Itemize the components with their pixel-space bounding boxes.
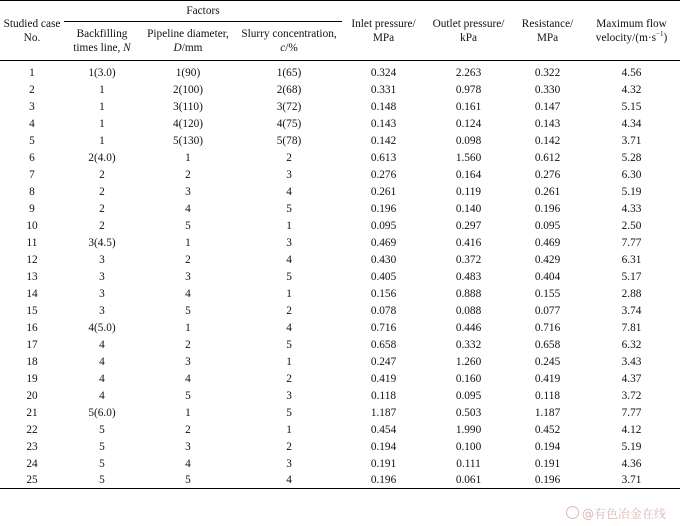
cell-velocity: 4.33 [621,202,642,215]
cell-resistance: 0.118 [535,389,561,402]
cell-slurry: 1 [286,287,292,300]
cell-slurry: 5 [286,406,292,419]
cell-backfilling: 5 [64,472,140,489]
cell-slurry: 4(75) [276,117,302,130]
cell-velocity: 5.19 [621,185,642,198]
cell-resistance: 0.404 [534,270,561,283]
cell-outlet: 0.416 [455,236,482,249]
header-slurry [236,22,342,61]
cell-inlet: 0.419 [370,372,397,385]
cell-case: 10 [26,219,38,232]
cell-backfilling: 3 [99,270,105,283]
cell-backfilling: 2 [99,219,105,232]
cell-resistance: 0.196 [534,202,561,215]
cell-backfilling: 4 [99,338,105,351]
backfilling-symbol: N [123,42,131,54]
cell-slurry: 4 [286,185,292,198]
table-row [0,234,680,251]
cell-resistance: 0.191 [534,457,561,470]
cell-case: 23 [26,440,38,453]
cell-outlet: 1.560 [455,151,482,164]
cell-outlet: 0.061 [425,472,512,489]
cell-inlet: 0.196 [342,472,425,489]
table-row [0,132,680,149]
cell-outlet: 0.888 [455,287,482,300]
cell-pipeline: 1 [185,321,191,334]
table-row [0,268,680,285]
cell-case: 21 [26,406,38,419]
cell-velocity: 7.77 [621,236,642,249]
cell-outlet: 0.161 [455,100,482,113]
cell-pipeline: 1 [185,151,191,164]
cell-pipeline: 4 [185,372,191,385]
header-backfilling [64,22,140,61]
cell-inlet: 0.658 [370,338,397,351]
cell-slurry: 3 [286,457,292,470]
cell-slurry: 3 [286,389,292,402]
cell-outlet: 2.263 [455,66,482,79]
cell-case: 14 [26,287,38,300]
cell-outlet: 0.119 [456,185,482,198]
header-outlet: Outlet pressure/ kPa [425,1,512,61]
cell-pipeline: 1(90) [175,66,201,79]
table-row [0,251,680,268]
cell-pipeline: 3 [185,270,191,283]
cell-resistance: 0.716 [534,321,561,334]
cell-pipeline: 1 [185,406,191,419]
pipeline-label: Pipeline diameter, [147,28,229,40]
cell-case: 17 [26,338,38,351]
cell-outlet: 0.095 [455,389,482,402]
cell-velocity: 6.31 [621,253,642,266]
cell-resistance: 0.095 [534,219,561,232]
cell-inlet: 1.187 [370,406,397,419]
cell-backfilling: 5 [99,440,105,453]
cell-case: 20 [26,389,38,402]
cell-resistance: 0.322 [534,66,561,79]
table-row [0,61,680,82]
watermark [566,505,666,522]
cell-case: 5 [29,134,35,147]
table-row [0,353,680,370]
table-row [0,98,680,115]
cell-slurry: 5 [286,202,292,215]
cell-velocity: 7.81 [621,321,642,334]
pipeline-unit: /mm [181,42,203,54]
cell-case: 4 [29,117,35,130]
cell-slurry: 3 [286,168,292,181]
cell-slurry: 2 [286,151,292,164]
cell-outlet: 0.098 [455,134,482,147]
cell-velocity: 7.77 [621,406,642,419]
cell-slurry: 1 [286,423,292,436]
cell-backfilling: 2 [99,202,105,215]
cell-resistance: 0.658 [534,338,561,351]
cell-velocity: 6.30 [621,168,642,181]
cell-slurry: 4 [236,472,342,489]
cell-backfilling: 5(6.0) [88,406,116,419]
cell-pipeline: 4 [185,202,191,215]
cell-outlet: 0.140 [455,202,482,215]
cell-resistance: 1.187 [534,406,561,419]
cell-outlet: 1.990 [455,423,482,436]
cell-pipeline: 3 [185,440,191,453]
cell-backfilling: 1(3.0) [88,66,116,79]
cell-case: 3 [29,100,35,113]
cell-outlet: 0.111 [456,457,481,470]
header-factors: Factors [64,1,342,22]
cell-slurry: 2(68) [276,83,302,96]
cell-case: 12 [26,253,38,266]
cell-pipeline: 2(100) [172,83,204,96]
cell-backfilling: 4 [99,372,105,385]
cell-resistance: 0.612 [534,151,561,164]
header-pipeline [140,22,236,61]
cell-inlet: 0.469 [370,236,397,249]
table-row [0,81,680,98]
cell-resistance: 0.261 [534,185,561,198]
cell-resistance: 0.452 [534,423,561,436]
cell-velocity: 6.32 [621,338,642,351]
table-row [0,166,680,183]
cell-inlet: 0.716 [370,321,397,334]
header-inlet: Inlet pressure/ MPa [342,1,425,61]
watermark-icon [566,506,579,519]
table-row [0,438,680,455]
cell-resistance: 0.419 [534,372,561,385]
cell-outlet: 0.124 [455,117,482,130]
cell-inlet: 0.430 [370,253,397,266]
cell-inlet: 0.276 [370,168,397,181]
table-row [0,149,680,166]
cell-slurry: 4 [286,321,292,334]
cell-slurry: 3 [286,236,292,249]
table-body [0,61,680,489]
cell-pipeline: 4 [185,457,191,470]
cell-velocity: 2.88 [621,287,642,300]
cell-inlet: 0.331 [370,83,397,96]
cell-resistance: 0.147 [534,100,561,113]
velocity-label: Maximum flow velocity/(m·s [595,17,667,44]
cell-inlet: 0.261 [370,185,397,198]
cell-resistance: 0.469 [534,236,561,249]
cell-pipeline: 5(130) [172,134,204,147]
cell-inlet: 0.191 [370,457,397,470]
cell-velocity: 5.17 [621,270,642,283]
cell-case: 24 [26,457,38,470]
cell-resistance: 0.330 [534,83,561,96]
cell-velocity: 5.19 [621,440,642,453]
cell-slurry: 1 [286,355,292,368]
cell-backfilling: 2(4.0) [88,151,116,164]
cell-velocity: 4.34 [621,117,642,130]
cell-backfilling: 1 [99,117,105,130]
cell-velocity: 5.15 [621,100,642,113]
table-row [0,115,680,132]
table-row [0,200,680,217]
cell-backfilling: 3 [99,253,105,266]
cell-inlet: 0.405 [370,270,397,283]
cell-outlet: 0.446 [455,321,482,334]
cell-resistance: 0.245 [534,355,561,368]
cell-backfilling: 3 [99,304,105,317]
cell-inlet: 0.324 [370,66,397,79]
table-row [0,285,680,302]
cell-inlet: 0.142 [370,134,397,147]
cell-backfilling: 1 [99,100,105,113]
cell-pipeline: 4 [185,287,191,300]
cell-inlet: 0.196 [370,202,397,215]
velocity-exponent: −1 [656,29,664,38]
cell-inlet: 0.247 [370,355,397,368]
table-row [0,404,680,421]
cell-slurry: 3(72) [276,100,302,113]
cell-velocity: 4.56 [621,66,642,79]
header-case: Studied case No. [0,1,64,61]
cell-resistance: 0.194 [534,440,561,453]
cell-inlet: 0.156 [370,287,397,300]
cell-backfilling: 3 [99,287,105,300]
cell-outlet: 0.297 [455,219,482,232]
cell-case: 6 [29,151,35,164]
cell-velocity: 4.37 [621,372,642,385]
cell-outlet: 0.372 [455,253,482,266]
cell-case: 19 [26,372,38,385]
cell-inlet: 0.194 [370,440,397,453]
backfilling-label: Backfilling times line, [73,28,128,54]
cell-velocity: 3.43 [621,355,642,368]
table-row [0,217,680,234]
cell-backfilling: 1 [99,134,105,147]
cell-pipeline: 2 [185,423,191,436]
cell-backfilling: 2 [99,185,105,198]
cell-backfilling: 2 [99,168,105,181]
header-velocity [583,1,680,61]
cell-backfilling: 4(5.0) [88,321,116,334]
header-resistance: Resistance/ MPa [512,1,583,61]
cell-pipeline: 3 [185,355,191,368]
slurry-unit: /% [285,42,298,54]
cell-inlet: 0.118 [371,389,397,402]
cell-backfilling: 4 [99,355,105,368]
table-row [0,421,680,438]
cell-outlet: 1.260 [455,355,482,368]
cell-resistance: 0.276 [534,168,561,181]
cell-slurry: 5 [286,270,292,283]
table-row [0,455,680,472]
cell-case: 13 [26,270,38,283]
cell-case: 11 [26,236,38,249]
cell-backfilling: 5 [99,457,105,470]
cell-pipeline: 2 [185,338,191,351]
cell-velocity: 3.71 [621,134,642,147]
table-row [0,319,680,336]
velocity-close: ) [663,31,668,44]
cell-pipeline: 4(120) [172,117,204,130]
cell-slurry: 1(65) [276,66,302,79]
slurry-label: Slurry concentration, [241,28,337,40]
cell-case: 8 [29,185,35,198]
cell-outlet: 0.978 [455,83,482,96]
cell-resistance: 0.142 [534,134,561,147]
cell-pipeline: 1 [185,236,191,249]
cell-outlet: 0.164 [455,168,482,181]
cell-backfilling: 3(4.5) [88,236,116,249]
cell-case: 18 [26,355,38,368]
cell-backfilling: 5 [99,423,105,436]
cell-inlet: 0.613 [370,151,397,164]
cell-pipeline: 3(110) [173,100,203,113]
cell-pipeline: 5 [140,472,236,489]
cell-inlet: 0.078 [370,304,397,317]
cell-outlet: 0.160 [455,372,482,385]
cell-case: 16 [26,321,38,334]
cell-outlet: 0.503 [455,406,482,419]
cell-slurry: 2 [286,372,292,385]
cell-resistance: 0.429 [534,253,561,266]
cell-outlet: 0.332 [455,338,482,351]
cell-velocity: 5.28 [621,151,642,164]
cell-pipeline: 3 [185,185,191,198]
cell-case: 2 [29,83,35,96]
cell-backfilling: 1 [99,83,105,96]
cell-inlet: 0.095 [370,219,397,232]
slurry-symbol: c [280,42,286,54]
cell-slurry: 4 [286,253,292,266]
cell-pipeline: 2 [185,168,191,181]
cell-pipeline: 5 [185,304,191,317]
cell-case: 1 [29,66,35,79]
cell-velocity: 3.71 [583,472,680,489]
cell-case: 7 [29,168,35,181]
cell-pipeline: 2 [185,253,191,266]
table-row [0,370,680,387]
watermark-text: @有色冶金在线 [581,507,666,521]
cell-inlet: 0.148 [370,100,397,113]
cell-slurry: 2 [286,440,292,453]
cell-slurry: 2 [286,304,292,317]
cell-resistance: 0.155 [534,287,561,300]
cell-pipeline: 5 [185,219,191,232]
cell-slurry: 5 [286,338,292,351]
cell-outlet: 0.088 [455,304,482,317]
cell-case: 15 [26,304,38,317]
cell-pipeline: 5 [185,389,191,402]
cell-velocity: 3.74 [621,304,642,317]
cell-velocity: 4.32 [621,83,642,96]
cell-resistance: 0.196 [512,472,583,489]
cell-slurry: 5(78) [276,134,302,147]
cell-velocity: 2.50 [621,219,642,232]
cell-inlet: 0.454 [370,423,397,436]
cell-outlet: 0.100 [455,440,482,453]
table-row [0,336,680,353]
table-row [0,472,680,489]
cell-case: 22 [26,423,38,436]
cell-velocity: 4.36 [621,457,642,470]
cell-velocity: 3.72 [621,389,642,402]
cell-resistance: 0.077 [534,304,561,317]
cell-inlet: 0.143 [370,117,397,130]
cell-slurry: 1 [286,219,292,232]
cell-backfilling: 4 [99,389,105,402]
cell-outlet: 0.483 [455,270,482,283]
table-row [0,183,680,200]
cell-case: 25 [0,472,64,489]
cell-resistance: 0.143 [534,117,561,130]
cell-velocity: 4.12 [621,423,642,436]
cell-case: 9 [29,202,35,215]
table-row [0,387,680,404]
pipeline-symbol: D [173,42,182,54]
table-row [0,302,680,319]
